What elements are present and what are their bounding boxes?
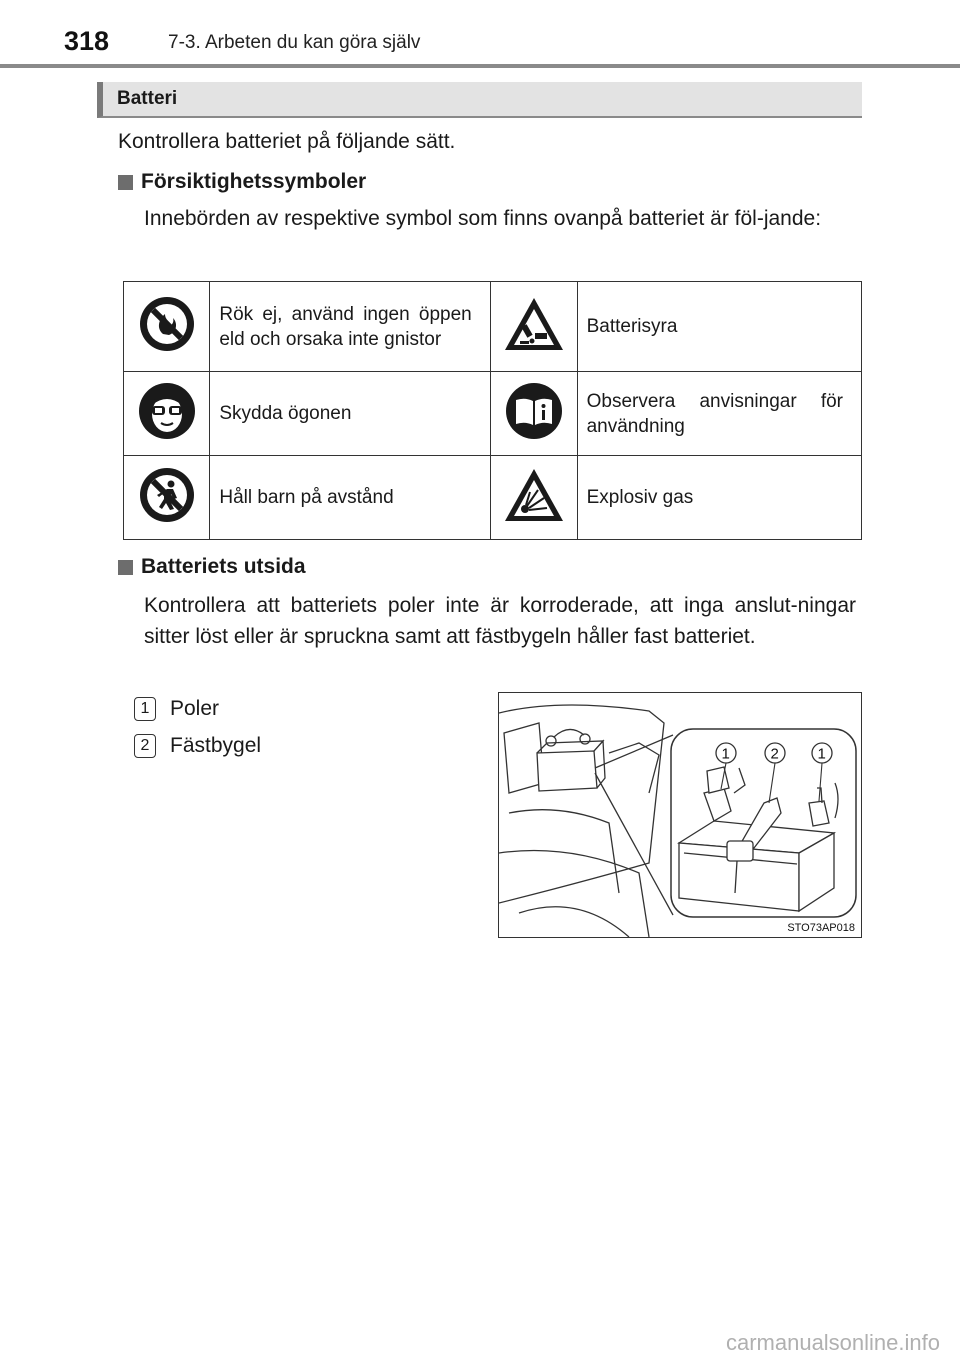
table-cell	[124, 456, 210, 540]
table-cell	[490, 456, 577, 540]
caution-symbols-heading-text: Försiktighetssymboler	[141, 170, 367, 193]
exterior-heading	[118, 555, 306, 579]
section-box	[97, 82, 862, 118]
table-cell: Observera anvisningar för användning	[577, 372, 861, 456]
legend-item	[134, 697, 219, 721]
eye-protection-icon	[137, 381, 197, 441]
table-cell	[490, 372, 577, 456]
table-row	[124, 456, 862, 540]
table-cell: Rök ej, använd ingen öppen eld och orsaka inte gnistor	[210, 282, 490, 372]
square-bullet-icon	[118, 560, 133, 575]
section-header: 7-3. Arbeten du kan göra själv	[168, 32, 421, 53]
figure-callout: 2	[770, 745, 779, 763]
legend-number: 2	[134, 734, 156, 758]
legend-label: Poler	[170, 697, 220, 720]
table-cell: Explosiv gas	[577, 456, 861, 540]
table-cell	[124, 372, 210, 456]
explosive-gas-icon	[502, 466, 566, 524]
table-cell: Skydda ögonen	[210, 372, 490, 456]
header-rule	[0, 64, 960, 68]
caution-symbols-description: Innebörden av respektive symbol som finns ovanpå batteriet är föl-jande:	[144, 207, 822, 230]
table-cell: Batterisyra	[577, 282, 861, 372]
figure-callout: 1	[721, 745, 730, 763]
battery-acid-icon	[502, 295, 566, 353]
table-cell	[124, 282, 210, 372]
intro-text: Kontrollera batteriet på följande sätt.	[118, 130, 456, 153]
table-cell	[490, 282, 577, 372]
legend-label: Fästbygel	[170, 734, 262, 757]
caution-symbols-table	[123, 281, 862, 540]
battery-illustration	[499, 693, 861, 937]
instructions-icon	[504, 381, 564, 441]
square-bullet-icon	[118, 175, 133, 190]
keep-children-away-icon	[137, 465, 197, 525]
figure-callout: 1	[817, 745, 826, 763]
legend-item	[134, 734, 261, 758]
page-number: 318	[64, 26, 110, 56]
watermark: carmanualsonline.info	[725, 1330, 940, 1355]
caution-symbols-heading	[118, 170, 366, 194]
figure-code: STO73AP018	[787, 922, 855, 934]
section-title: Batteri	[117, 88, 178, 109]
battery-figure	[498, 692, 862, 938]
table-cell: Håll barn på avstånd	[210, 456, 490, 540]
table-row	[124, 372, 862, 456]
table-row	[124, 282, 862, 372]
exterior-description: Kontrollera att batteriets poler inte är korroderade, att inga anslut-ningar sitter löst eller är spruckna samt att fästbygeln håller fast batteriet.	[144, 594, 856, 648]
no-fire-icon	[137, 294, 197, 354]
legend-number: 1	[134, 697, 156, 721]
exterior-heading-text: Batteriets utsida	[141, 555, 306, 578]
